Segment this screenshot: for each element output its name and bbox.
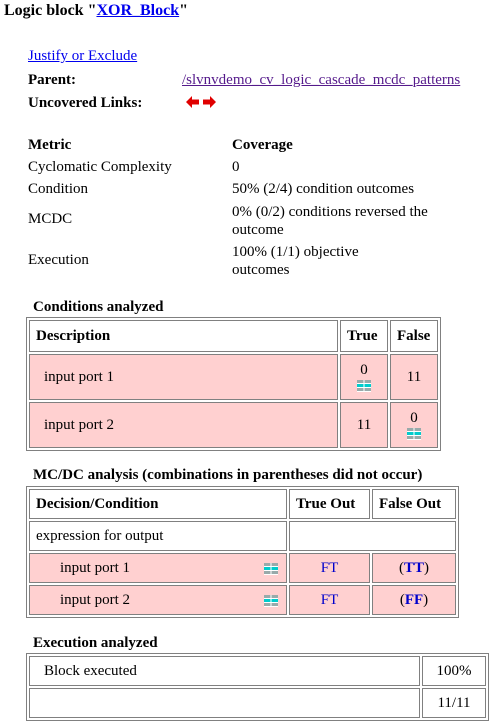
mcdc-condition-label: input port 1 bbox=[60, 559, 130, 576]
conditions-table bbox=[26, 317, 441, 451]
column-header-false: False bbox=[390, 320, 438, 352]
parent-label: Parent: bbox=[28, 72, 77, 88]
true-out-value: FT bbox=[289, 553, 370, 583]
table-row bbox=[29, 585, 456, 615]
conditions-title: Conditions analyzed bbox=[33, 299, 164, 315]
cyan-table-icon[interactable] bbox=[407, 428, 421, 440]
metric-value: 0 bbox=[232, 159, 240, 175]
paren-open: ( bbox=[399, 591, 405, 608]
cyan-table-icon[interactable] bbox=[357, 380, 371, 392]
condition-false-count: 0 bbox=[410, 410, 418, 426]
title-prefix: Logic block " bbox=[4, 2, 97, 19]
coverage-header: Coverage bbox=[232, 137, 293, 153]
cyan-table-icon[interactable] bbox=[264, 563, 278, 575]
execution-title: Execution analyzed bbox=[33, 635, 158, 651]
condition-true-cell bbox=[340, 354, 388, 400]
condition-true-count: 11 bbox=[340, 402, 388, 448]
column-header-false-out: False Out bbox=[372, 489, 456, 519]
red-left-arrow-icon[interactable] bbox=[186, 96, 199, 108]
execution-table bbox=[26, 653, 489, 721]
condition-true-count: 0 bbox=[360, 362, 368, 378]
metric-value: 50% (2/4) condition outcomes bbox=[232, 181, 415, 197]
mcdc-condition-cell bbox=[29, 585, 287, 615]
table-row bbox=[29, 688, 486, 718]
metric-value: 100% (1/1) objective outcomes bbox=[232, 244, 359, 278]
uncovered-links-arrows bbox=[186, 96, 216, 108]
table-row bbox=[29, 521, 456, 551]
decision-expression: expression for output bbox=[29, 521, 287, 551]
empty-cell bbox=[289, 521, 456, 551]
table-row bbox=[29, 402, 438, 448]
true-out-value: FT bbox=[289, 585, 370, 615]
metric-name: MCDC bbox=[28, 211, 73, 227]
execution-value: 100% bbox=[422, 656, 486, 686]
false-out-cell bbox=[372, 553, 456, 583]
title-suffix: " bbox=[179, 2, 189, 19]
paren-close: ) bbox=[424, 559, 429, 576]
table-row bbox=[29, 656, 486, 686]
execution-value: 11/11 bbox=[422, 688, 486, 718]
metric-name: Execution bbox=[28, 252, 89, 268]
false-out-value: FF bbox=[404, 591, 424, 608]
block-name-link[interactable]: XOR_Block bbox=[96, 2, 180, 19]
condition-false-count: 11 bbox=[390, 354, 438, 400]
false-out-value: TT bbox=[403, 559, 424, 576]
condition-description: input port 1 bbox=[29, 354, 338, 400]
paren-open: ( bbox=[398, 559, 404, 576]
paren-close: ) bbox=[423, 591, 429, 608]
page-title bbox=[4, 2, 188, 20]
metric-value: 0% (0/2) conditions reversed the outcome bbox=[232, 204, 428, 238]
condition-false-cell bbox=[390, 402, 438, 448]
metric-name: Cyclomatic Complexity bbox=[28, 159, 172, 175]
condition-description: input port 2 bbox=[29, 402, 338, 448]
table-header-row bbox=[29, 489, 456, 519]
uncovered-links-label: Uncovered Links: bbox=[28, 95, 143, 111]
mcdc-condition-cell bbox=[29, 553, 287, 583]
justify-or-exclude-link[interactable]: Justify or Exclude bbox=[28, 48, 138, 64]
column-header-true: True bbox=[340, 320, 388, 352]
execution-label: Block executed bbox=[29, 656, 420, 686]
mcdc-condition-label: input port 2 bbox=[60, 591, 130, 608]
table-row bbox=[29, 553, 456, 583]
execution-label bbox=[29, 688, 420, 718]
column-header-true-out: True Out bbox=[289, 489, 370, 519]
column-header-decision: Decision/Condition bbox=[29, 489, 287, 519]
red-right-arrow-icon[interactable] bbox=[203, 96, 216, 108]
metric-name: Condition bbox=[28, 181, 89, 197]
parent-path-link[interactable]: /slvnvdemo_cv_logic_cascade_mcdc_patterns bbox=[182, 72, 461, 88]
mcdc-table bbox=[26, 486, 459, 618]
table-header-row bbox=[29, 320, 438, 352]
table-row bbox=[29, 354, 438, 400]
metric-header: Metric bbox=[28, 137, 72, 153]
column-header-description: Description bbox=[29, 320, 338, 352]
cyan-table-icon[interactable] bbox=[264, 595, 278, 607]
false-out-cell bbox=[372, 585, 456, 615]
mcdc-title: MC/DC analysis (combinations in parentheses did not occur) bbox=[33, 467, 423, 483]
